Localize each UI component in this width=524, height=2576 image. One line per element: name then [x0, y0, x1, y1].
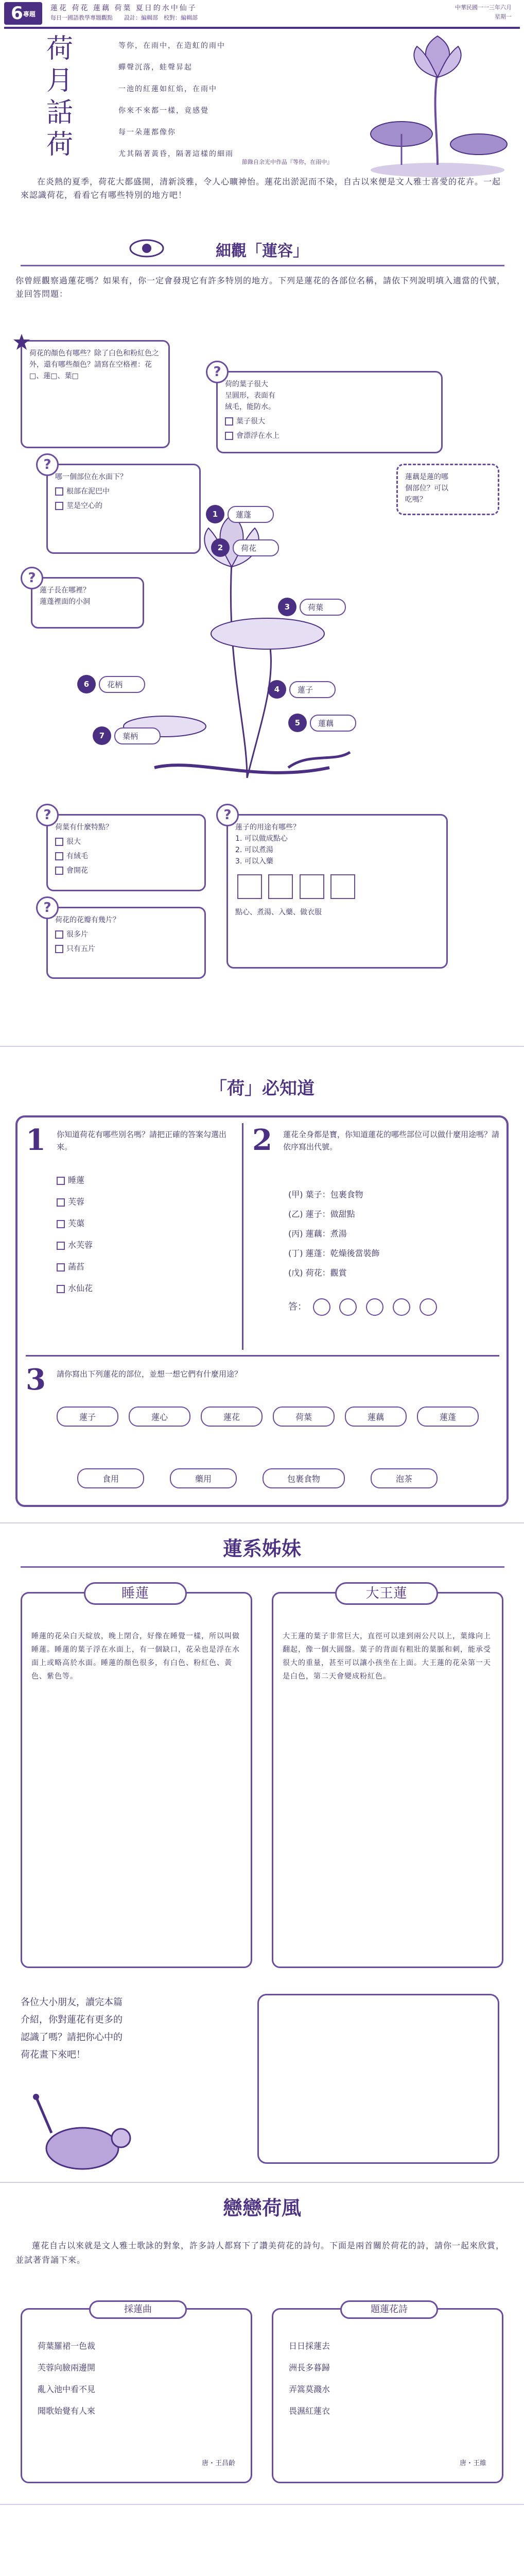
water-lily-box [21, 1586, 252, 1968]
option-label: 入藥 [278, 908, 293, 917]
poem-citation: 節錄自余光中作品『等你，在雨中』 [242, 159, 333, 165]
diagram-label-7 [93, 726, 161, 745]
checkbox[interactable] [57, 1263, 65, 1272]
checkbox[interactable] [57, 1285, 65, 1293]
q3-use-chip[interactable]: 食用 [77, 1468, 144, 1488]
section2-title: 「荷」必知道 [209, 1078, 315, 1099]
answer-squares [235, 874, 439, 903]
question-text: 荷的葉子很大 [225, 380, 268, 388]
answer-label: 答： [288, 1301, 307, 1312]
lotus-illustration-icon [360, 31, 515, 180]
poem-line: 日日採蓮去 [289, 2341, 330, 2351]
seed-use-options: 點心、煮湯、入藥、做衣服 [235, 908, 322, 917]
q2-item: (戊) 荷花：觀賞 [288, 1268, 347, 1278]
label-number: 7 [93, 726, 111, 745]
feature-intro: 在炎熱的夏季，荷花大都盛開，清新淡雅，令人心曠神怡。蓮花出淤泥而不染，自古以來便是文人雅士喜愛的花卉。一起來認識荷花，看看它有哪些特別的地方吧！ [21, 177, 501, 200]
answer-square[interactable] [300, 874, 324, 899]
question-text: 吃嗎？ [405, 496, 427, 504]
option-item[interactable] [57, 1213, 232, 1234]
question-text: 荷葉有什麼特點？ [55, 823, 113, 832]
poem-line: 荷葉羅裙一色裁 [38, 2341, 96, 2351]
answer-square[interactable] [268, 874, 293, 899]
poem-line: 洲長多暮歸 [289, 2363, 330, 2372]
question-text: 蓮蓬裡面的小洞 [40, 598, 90, 606]
diagram-label-5 [288, 714, 356, 732]
answer-circle[interactable] [339, 1298, 357, 1316]
diagram-label-3 [278, 598, 346, 616]
q3-use-chip[interactable]: 包裹食物 [263, 1468, 345, 1488]
star-icon [12, 333, 31, 351]
checkbox[interactable] [55, 502, 63, 510]
option-item[interactable] [55, 943, 197, 955]
option-item[interactable] [57, 1170, 232, 1191]
option-label: 會漂浮在水上 [236, 432, 280, 440]
answer-square[interactable] [237, 874, 262, 899]
page-footer-rule [0, 2504, 524, 2505]
option-item[interactable] [225, 430, 434, 442]
victoria-lily-heading: 大王蓮 [335, 1582, 438, 1605]
poem-line: 尤其隔著黃昏，隔著這樣的細雨 [118, 150, 234, 158]
question-text: 哪一個部位在水面下？ [55, 473, 127, 481]
q1-text: 你知道荷花有哪些別名嗎？請把正確的答案勾選出來。 [57, 1130, 227, 1151]
question-text: 荷花的花瓣有幾片？ [55, 916, 120, 924]
answer-circle[interactable] [366, 1298, 383, 1316]
section1-title: 細觀「蓮容」 [216, 242, 308, 260]
question-text: 1. 可以做成點心 [235, 835, 288, 843]
poem-box-1 [21, 2304, 252, 2483]
option-item[interactable] [55, 851, 197, 862]
poem1-heading: 採蓮曲 [89, 2300, 187, 2319]
option-item[interactable] [57, 1191, 232, 1213]
q2-q3-divider [26, 1355, 499, 1357]
section4-intro: 蓮花自古以來就是文人雅士歌詠的對象，許多詩人都寫下了讚美荷花的詩句。下面是兩首關於荷花的詩，請你一起來欣賞，並試著背誦下來。 [15, 2241, 505, 2265]
option-item[interactable] [57, 1278, 232, 1299]
checkbox[interactable] [55, 852, 63, 860]
label-text: 花柄 [99, 676, 145, 693]
checkbox[interactable] [225, 417, 233, 426]
victoria-lily-box [272, 1586, 503, 1968]
label-number: 4 [268, 680, 286, 699]
label-number: 5 [288, 714, 307, 732]
question-mark-icon: ? [216, 804, 239, 826]
label-text: 荷葉 [300, 599, 346, 616]
option-item[interactable] [55, 486, 192, 497]
label-text: 蓮蓬 [228, 506, 274, 523]
masthead-headline: 蓮花 荷花 蓮藕 荷葉 夏日的水中仙子 [50, 4, 197, 12]
label-text: 蓮藕 [310, 715, 356, 732]
section4-title: 戀戀荷風 [222, 2196, 301, 2219]
q2-items [288, 1185, 499, 1283]
option-label: 會開花 [66, 867, 88, 875]
q3-use-chip[interactable]: 泡茶 [371, 1468, 438, 1488]
question-mark-icon: ? [21, 567, 43, 589]
section1-divider [21, 265, 504, 266]
question-text: 蓮藕是蓮的哪 [405, 473, 448, 481]
option-label: 煮湯 [257, 908, 271, 917]
label-number: 1 [206, 505, 224, 523]
poem2-heading: 題蓮花詩 [340, 2300, 438, 2319]
option-item[interactable] [57, 1256, 232, 1278]
q3-chip[interactable]: 蓮蓬 [417, 1406, 479, 1427]
q3-chip[interactable]: 蓮心 [129, 1406, 190, 1427]
q2-item: (乙) 蓮子：做甜點 [288, 1209, 355, 1219]
q2-item: (丁) 蓮蓬：乾燥後當裝飾 [288, 1248, 380, 1258]
checkbox[interactable] [57, 1220, 65, 1228]
q3-chip[interactable]: 蓮子 [57, 1406, 118, 1427]
section-separator [0, 1522, 524, 1523]
section3-title: 蓮系姊妹 [222, 1537, 301, 1560]
option-label: 芙蕖 [68, 1218, 85, 1228]
masthead-rule [4, 27, 520, 29]
option-item[interactable] [57, 1234, 232, 1256]
question-number-3: 3 [26, 1363, 46, 1397]
feature-title: 荷月話荷 [46, 33, 74, 160]
checkbox[interactable] [55, 945, 63, 953]
answer-circle[interactable] [420, 1298, 437, 1316]
question-card-leaf-feature [46, 814, 206, 891]
option-label: 有絨毛 [66, 852, 88, 860]
checkbox[interactable] [55, 487, 63, 496]
question-card-lotus-root [396, 464, 499, 515]
turtle-painter-icon [31, 2092, 134, 2174]
checkbox[interactable] [55, 930, 63, 939]
option-label: 做衣服 [300, 908, 322, 917]
label-text: 荷花 [233, 539, 279, 556]
poem-line: 聞歌始覺有人來 [38, 2406, 96, 2416]
diagram-label-6 [77, 675, 145, 693]
option-label: 芙蓉 [68, 1197, 85, 1207]
q1-options [57, 1170, 232, 1299]
drawing-prompt: 各位大小朋友，讀完本篇介紹，你對蓮花有更多的認識了嗎？請把你心中的荷花畫下來吧！ [21, 1997, 123, 2060]
diagram-label-4 [268, 680, 336, 699]
poem-box-2 [272, 2304, 503, 2483]
option-label: 根部在泥巴中 [66, 487, 110, 496]
poem-line: 亂入池中看不見 [38, 2384, 96, 2394]
option-item[interactable] [55, 836, 197, 848]
option-label: 很多片 [66, 930, 88, 939]
answer-circle[interactable] [393, 1298, 410, 1316]
question-number-2: 2 [252, 1123, 272, 1157]
q2-text: 蓮花全身都是寶，你知道蓮花的哪些部位可以做什麼用途嗎？請依序寫出代號。 [283, 1130, 500, 1151]
option-label: 葉子很大 [236, 417, 265, 426]
checkbox[interactable] [55, 838, 63, 846]
checkbox[interactable] [57, 1177, 65, 1185]
poem-line: 芙蓉向臉兩邊開 [38, 2363, 96, 2372]
weekday-text: 星期一 [495, 13, 512, 20]
option-label: 只有五片 [66, 945, 95, 953]
option-label: 很大 [66, 838, 81, 846]
question-mark-icon: ? [206, 361, 229, 383]
question-mark-icon: ? [36, 453, 59, 476]
option-item[interactable] [55, 865, 197, 876]
option-item[interactable] [225, 416, 434, 427]
masthead-date [455, 3, 512, 22]
question-number-1: 1 [26, 1123, 46, 1157]
poem1-author: 唐・王昌齡 [201, 2460, 235, 2467]
option-label: 菡萏 [68, 1262, 85, 1272]
question-text: 2. 可以煮湯 [235, 846, 273, 854]
answer-square[interactable] [330, 874, 355, 899]
question-text: 個部位？可以 [405, 484, 448, 493]
drawing-area[interactable] [257, 1994, 499, 2164]
masthead [0, 0, 524, 26]
checkbox[interactable] [57, 1242, 65, 1250]
label-number: 6 [77, 675, 96, 693]
poem-line: 畏濕紅蓮衣 [289, 2406, 330, 2416]
section-separator [0, 1046, 524, 1047]
question-text: 呈圓形，表面有 [225, 392, 275, 400]
q3-use-chip[interactable]: 藥用 [170, 1468, 237, 1488]
question-text: 荷花的顏色有哪些？除了白色和粉紅色之外，還有哪些顏色？請寫在空格裡：花□、蓮□、葉□ [29, 349, 159, 380]
question-card-petals [46, 907, 206, 979]
water-lily-text: 睡蓮的花朵白天綻放，晚上閉合，好像在睡覺一樣，所以叫做睡蓮。睡蓮的葉子浮在水面上，有一個缺口，花朵也是浮在水面上或略高於水面。睡蓮的顏色很多，有白色、粉紅色、黃色、紫色等。 [31, 1632, 240, 1681]
diagram-label-2 [211, 538, 279, 557]
question-text: 蓮子的用途有哪些？ [235, 823, 300, 832]
q3-text: 請你寫出下列蓮花的部位，並想一想它們有什麼用途？ [57, 1369, 242, 1379]
question-mark-icon: ? [36, 804, 59, 826]
option-label: 莖是空心的 [66, 502, 102, 510]
label-number: 2 [211, 538, 230, 557]
option-label: 點心 [235, 908, 250, 917]
question-text: 3. 可以入藥 [235, 857, 273, 866]
diagram-label-1 [206, 505, 274, 523]
label-text: 蓮子 [289, 681, 336, 698]
masthead-meta: 每日一國語教學專題觀點 設計：編輯部 校對：編輯部 [50, 14, 198, 21]
page-number-badge: 6專題 [4, 2, 42, 25]
date-text: 中華民國一一三年六月 [455, 4, 512, 11]
question-card-seed-use [226, 814, 448, 969]
poem-line: 一池的紅蓮如紅焰，在雨中 [118, 85, 217, 93]
q3-chip[interactable]: 荷葉 [273, 1406, 335, 1427]
checkbox[interactable] [55, 867, 63, 875]
poem-line: 每一朵蓮都像你 [118, 128, 176, 137]
question-card-colors [21, 340, 170, 448]
q1-q2-divider [242, 1123, 243, 1350]
checkbox[interactable] [57, 1198, 65, 1207]
question-mark-icon: ? [36, 896, 59, 919]
question-card-leaf [216, 371, 443, 453]
option-item[interactable] [55, 929, 197, 940]
poem2-author: 唐・王維 [459, 2460, 486, 2467]
section1-intro: 你曾經觀察過蓮花嗎？如果有，你一定會發現它有許多特別的地方。下列是蓮花的各部位名稱，請依下列說明填入適當的代號，並回答問題： [15, 276, 506, 299]
label-text: 葉柄 [114, 727, 161, 744]
checkbox[interactable] [225, 432, 233, 440]
option-label: 水芙蓉 [68, 1240, 93, 1250]
q2-item: (甲) 葉子：包裹食物 [288, 1190, 363, 1199]
section3-divider [21, 1566, 504, 1568]
option-label: 水仙花 [68, 1283, 93, 1293]
poem-line: 等你，在雨中，在造虹的雨中 [118, 42, 225, 50]
label-number: 3 [278, 598, 296, 616]
feature-poem [118, 35, 340, 165]
q3-chip[interactable]: 蓮藕 [345, 1406, 407, 1427]
section-separator [0, 2182, 524, 2183]
q2-item: (丙) 蓮藕：煮湯 [288, 1229, 347, 1239]
question-text: 蓮子長在哪裡？ [40, 586, 90, 595]
poem-line: 蟬聲沉落，蛙聲昇起 [118, 63, 193, 72]
poem-line: 弄篙莫濺水 [289, 2384, 330, 2394]
victoria-lily-text: 大王蓮的葉子非常巨大，直徑可以達到兩公尺以上，葉緣向上翻起，像一個大圓盤。葉子的背面有粗壯的葉脈和刺，能承受很大的重量，甚至可以讓小孩坐在上面。大王蓮的花朵第一天是白色，第二天會變成粉紅色。 [283, 1632, 491, 1681]
poem-line: 你來不來都一樣，竟感覺 [118, 107, 209, 115]
q3-chip[interactable]: 蓮花 [201, 1406, 263, 1427]
option-label: 睡蓮 [68, 1175, 85, 1185]
water-lily-heading: 睡蓮 [84, 1582, 187, 1605]
question-text: 絨毛，能防水。 [225, 403, 275, 411]
q2-answer-row [288, 1298, 440, 1316]
answer-circle[interactable] [313, 1298, 330, 1316]
